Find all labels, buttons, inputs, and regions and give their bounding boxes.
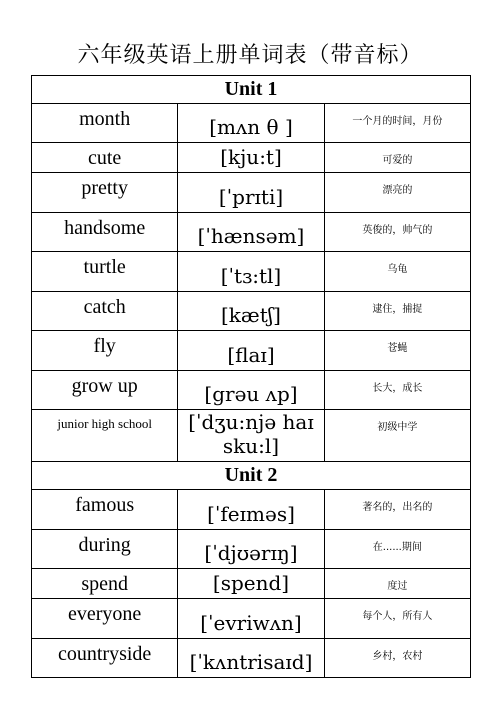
- meaning-cell: 可爱的: [324, 143, 470, 173]
- phonetic-cell: [ˈhænsəm]: [178, 213, 324, 252]
- word-cell: during: [32, 530, 178, 569]
- word-row: [32, 104, 471, 143]
- meaning-cell: 乌龟: [324, 252, 470, 292]
- meaning-cell: 苍蝇: [324, 331, 470, 371]
- phonetic-cell: [ˈdʒu:njə haɪ sku:l]: [178, 410, 324, 462]
- unit-header-row: [32, 462, 471, 490]
- word-cell: famous: [32, 490, 178, 530]
- word-row: [32, 569, 471, 599]
- word-row: [32, 639, 471, 678]
- meaning-cell: 漂亮的: [324, 173, 470, 213]
- word-cell: spend: [32, 569, 178, 599]
- phonetic-cell: [ˈtɜ:tl]: [178, 252, 324, 292]
- word-row: [32, 292, 471, 331]
- word-cell: pretty: [32, 173, 178, 213]
- meaning-cell: 在......期间: [324, 530, 470, 569]
- word-row: [32, 173, 471, 213]
- meaning-cell: 逮住，捕捉: [324, 292, 470, 331]
- word-cell: grow up: [32, 371, 178, 410]
- word-row: [32, 252, 471, 292]
- word-cell: month: [32, 104, 178, 143]
- vocabulary-table: [31, 75, 471, 678]
- meaning-cell: 长大，成长: [324, 371, 470, 410]
- word-row: [32, 371, 471, 410]
- word-cell: fly: [32, 331, 178, 371]
- word-cell: cute: [32, 143, 178, 173]
- phonetic-cell: [kætʃ]: [178, 292, 324, 331]
- meaning-cell: 乡村，农村: [324, 639, 470, 678]
- unit-title: Unit 2: [32, 462, 471, 490]
- phonetic-cell: [ˈdjʊərɪŋ]: [178, 530, 324, 569]
- unit-header-row: [32, 76, 471, 104]
- word-cell: handsome: [32, 213, 178, 252]
- word-cell: everyone: [32, 599, 178, 639]
- phonetic-cell: [ˈfeɪməs]: [178, 490, 324, 530]
- page-title: 六年级英语上册单词表（带音标）: [77, 43, 423, 68]
- word-row: [32, 143, 471, 173]
- phonetic-cell: [flaɪ]: [178, 331, 324, 371]
- word-row: [32, 490, 471, 530]
- phonetic-cell: [spend]: [178, 569, 324, 599]
- word-row: [32, 213, 471, 252]
- word-row: [32, 331, 471, 371]
- meaning-cell: 著名的，出名的: [324, 490, 470, 530]
- phonetic-cell: [mʌn θ ]: [178, 104, 324, 143]
- meaning-cell: 每个人，所有人: [324, 599, 470, 639]
- meaning-cell: 英俊的，帅气的: [324, 213, 470, 252]
- word-row: [32, 530, 471, 569]
- word-row: [32, 599, 471, 639]
- phonetic-cell: [kju:t]: [178, 143, 324, 173]
- phonetic-cell: [ˈkʌntrisaɪd]: [178, 639, 324, 678]
- word-cell: turtle: [32, 252, 178, 292]
- word-cell: junior high school: [32, 410, 178, 462]
- word-cell: countryside: [32, 639, 178, 678]
- unit-title: Unit 1: [32, 76, 471, 104]
- phonetic-cell: [ˈprɪti]: [178, 173, 324, 213]
- phonetic-cell: [ˈevriwʌn]: [178, 599, 324, 639]
- word-cell: catch: [32, 292, 178, 331]
- phonetic-cell: [grəu ʌp]: [178, 371, 324, 410]
- meaning-cell: 度过: [324, 569, 470, 599]
- word-row: [32, 410, 471, 462]
- meaning-cell: 一个月的时间，月份: [324, 104, 470, 143]
- meaning-cell: 初级中学: [324, 410, 470, 462]
